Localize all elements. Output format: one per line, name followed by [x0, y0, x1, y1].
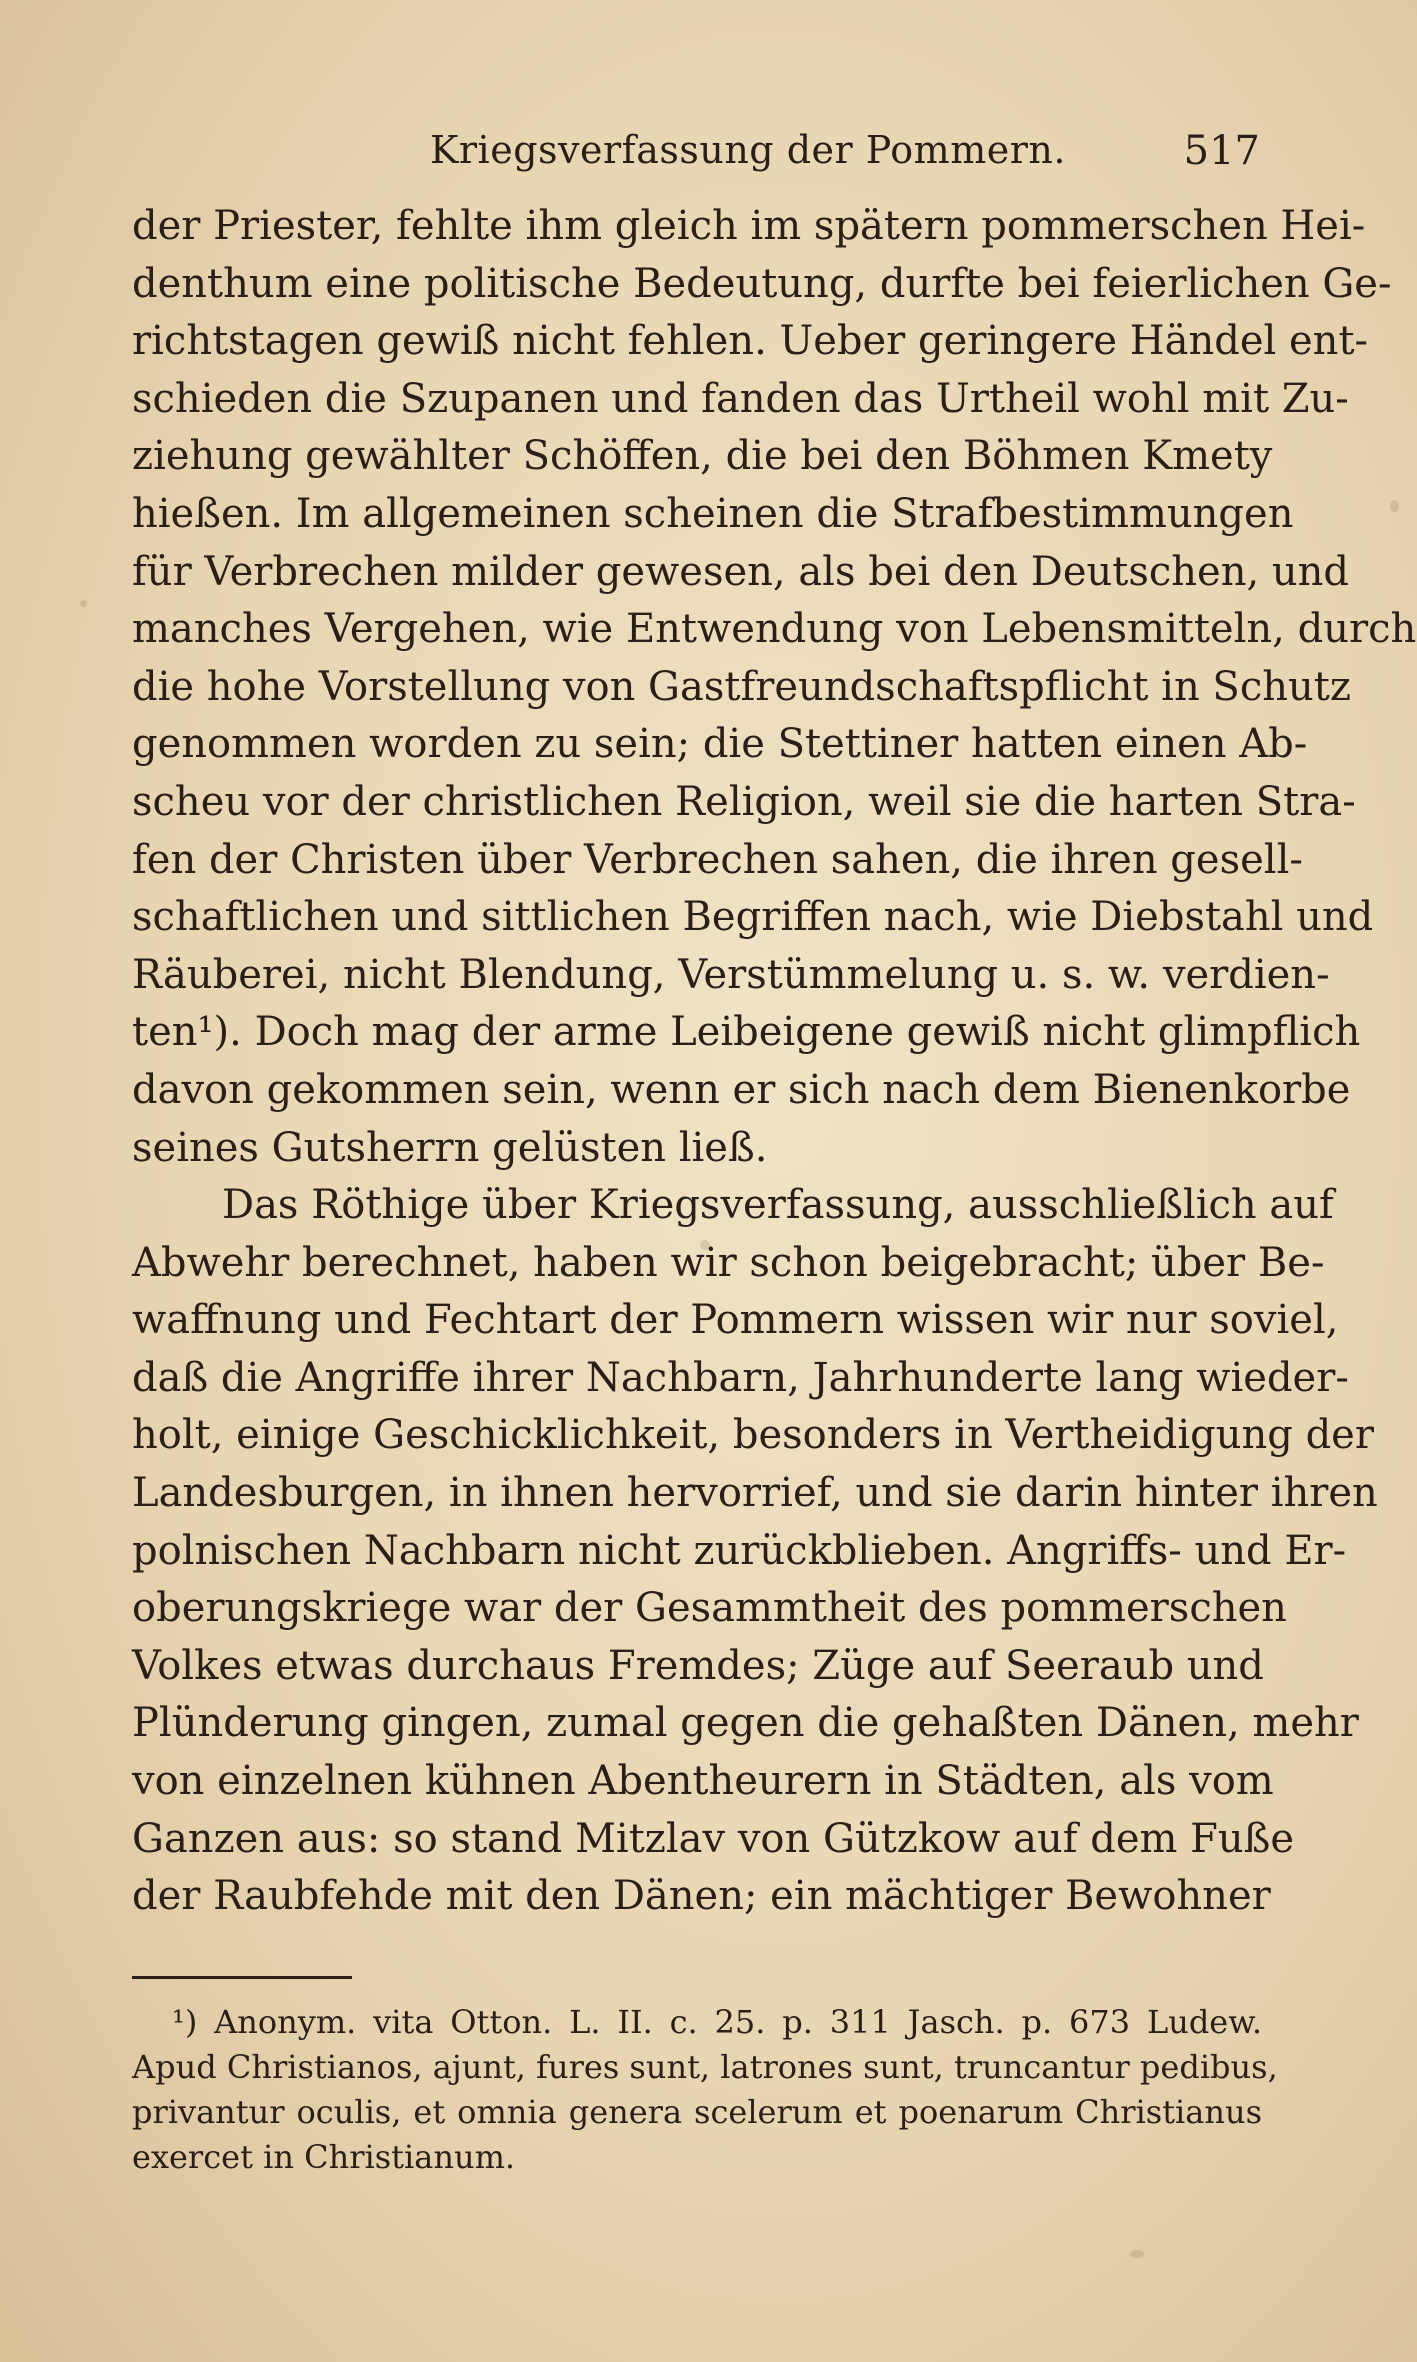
text-line: Volkes etwas durchaus Fremdes; Züge auf Seeraub und [132, 1642, 1264, 1689]
text-line: richtstagen gewiß nicht fehlen. Ueber geringere Händel ent- [132, 318, 1369, 365]
text-line: holt, einige Geschicklichkeit, besonders in Vertheidigung der [132, 1412, 1374, 1459]
text-line: waffnung und Fechtart der Pommern wissen wir nur soviel, [132, 1297, 1339, 1344]
text-line: von einzelnen kühnen Abentheurern in Städten, als vom [132, 1758, 1274, 1805]
text-line: die hohe Vorstellung von Gastfreundschaftspflicht in Schutz [132, 663, 1351, 710]
text-line: denthum eine politische Bedeutung, durfte bei feierlichen Ge- [132, 260, 1392, 307]
text-line: polnischen Nachbarn nicht zurückblieben. Angriffs- und Er- [132, 1527, 1347, 1574]
page-number: 517 [1183, 128, 1260, 174]
text-line: Plünderung gingen, zumal gegen die gehaßten Dänen, mehr [132, 1700, 1359, 1747]
text-line: schaftlichen und sittlichen Begriffen nach, wie Diebstahl und [132, 894, 1374, 941]
text-line: ten¹). Doch mag der arme Leibeigene gewiß nicht glimpflich [132, 1009, 1361, 1056]
text-line: daß die Angriffe ihrer Nachbarn, Jahrhunderte lang wieder- [132, 1354, 1349, 1401]
text-line: davon gekommen sein, wenn er sich nach dem Bienenkorbe [132, 1066, 1351, 1113]
footnote [132, 2000, 1278, 2180]
paper-stain [1390, 500, 1399, 512]
footnote-line: Apud Christianos, ajunt, fures sunt, latrones sunt, truncantur pedibus, [132, 2048, 1278, 2086]
text-line: der Priester, fehlte ihm gleich im spätern pommerschen Hei- [132, 203, 1366, 249]
running-head: Kriegsverfassung der Pommern. [430, 128, 1066, 172]
paragraph-start-line: Das Röthige über Kriegsverfassung, ausschließlich auf [222, 1182, 1334, 1229]
text-line: Räuberei, nicht Blendung, Verstümmelung u. s. w. verdien- [132, 951, 1330, 998]
text-line: seines Gutsherrn gelüsten ließ. [132, 1124, 768, 1171]
paper-stain [1130, 2250, 1144, 2258]
text-line: ziehung gewählter Schöffen, die bei den Böhmen Kmety [132, 433, 1273, 480]
text-line: hießen. Im allgemeinen scheinen die Strafbestimmungen [132, 490, 1294, 537]
paper-stain [80, 600, 87, 607]
footnote-divider [132, 1976, 352, 1979]
text-line: fen der Christen über Verbrechen sahen, die ihren gesell- [132, 836, 1303, 883]
footnote-line: exercet in Christianum. [132, 2138, 516, 2176]
body-text [132, 198, 1417, 1926]
text-line: schieden die Szupanen und fanden das Urtheil wohl mit Zu- [132, 375, 1349, 422]
text-line: manches Vergehen, wie Entwendung von Lebensmitteln, durch [132, 606, 1417, 653]
text-line: scheu vor der christlichen Religion, weil sie die harten Stra- [132, 778, 1356, 825]
text-line: Landesburgen, in ihnen hervorrief, und sie darin hinter ihren [132, 1470, 1378, 1517]
footnote-line: ¹) Anonym. vita Otton. L. II. c. 25. p. 311 Jasch. p. 673 Ludew. [172, 2003, 1262, 2041]
text-line: für Verbrechen milder gewesen, als bei den Deutschen, und [132, 548, 1350, 595]
text-line: Abwehr berechnet, haben wir schon beigebracht; über Be- [132, 1239, 1325, 1286]
text-line: genommen worden zu sein; die Stettiner hatten einen Ab- [132, 721, 1308, 768]
text-line: Ganzen aus: so stand Mitzlav von Gützkow auf dem Fuße [132, 1815, 1295, 1862]
text-line: der Raubfehde mit den Dänen; ein mächtiger Bewohner [132, 1873, 1271, 1920]
page-header [130, 128, 1260, 184]
text-line: oberungskriege war der Gesammtheit des pommerschen [132, 1585, 1287, 1632]
footnote-line: privantur oculis, et omnia genera scelerum et poenarum Christianus [132, 2093, 1262, 2131]
